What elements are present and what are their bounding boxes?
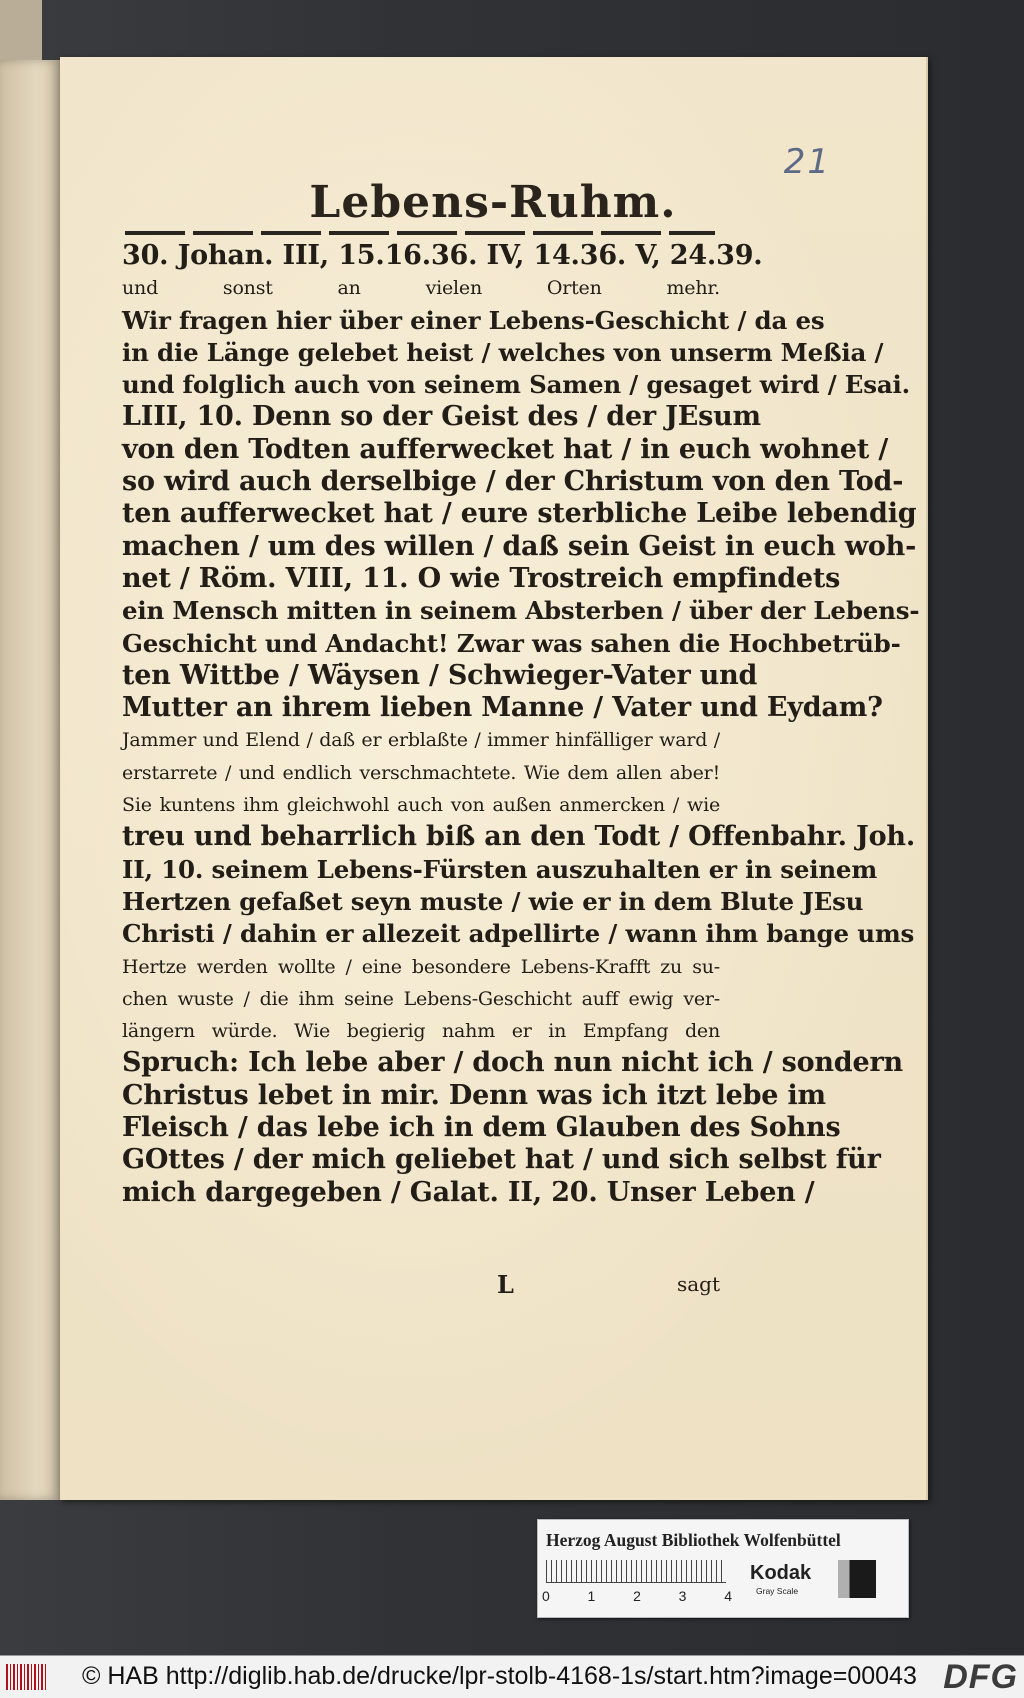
institution-name: Herzog August Bibliothek Wolfenbüttel	[546, 1530, 841, 1550]
text-line: längern würde. Wie begierig nahm er in Empfang den	[122, 1020, 720, 1043]
measurement-ruler	[546, 1560, 726, 1583]
text-line: ten aufferwecket hat / eure sterbliche Leibe lebendig	[122, 498, 917, 530]
text-line: GOttes / der mich geliebet hat / und sich selbst für	[122, 1144, 881, 1176]
ruler-number: 2	[633, 1588, 641, 1604]
text-line: ein Mensch mitten in seinem Absterben / über der Lebens-	[122, 596, 920, 626]
text-line: net / Röm. VIII, 11. O wie Trostreich empfindets	[122, 562, 841, 594]
barcode-icon	[6, 1664, 46, 1690]
text-line: von den Todten aufferwecket hat / in euch wohnet /	[122, 433, 888, 465]
text-line: II, 10. seinem Lebens-Fürsten auszuhalten er in seinem	[122, 854, 878, 884]
ruler-number: 0	[542, 1588, 550, 1604]
text-line: Geschicht und Andacht! Zwar was sahen die Hochbetrüb-	[122, 628, 901, 658]
text-line: Fleisch / das lebe ich in dem Glauben des Sohns	[122, 1112, 841, 1144]
text-line: chen wuste / die ihm seine Lebens-Geschicht auff ewig ver-	[122, 987, 720, 1010]
text-line: machen / um des willen / daß sein Geist in euch woh-	[122, 530, 917, 562]
header-rule	[125, 231, 715, 235]
ruler-numbers	[542, 1588, 732, 1604]
text-line: erstarrete / und endlich verschmachtete. Wie dem allen aber!	[122, 761, 720, 784]
ruler-number: 1	[587, 1588, 596, 1604]
running-head: Lebens-Ruhm.	[309, 177, 677, 228]
text-line: 30. Johan. III, 15.16.36. IV, 14.36. V, 24.39.	[122, 240, 763, 271]
text-line: Mutter an ihrem lieben Manne / Vater und Eydam?	[122, 692, 883, 724]
text-line: Wir fragen hier über einer Lebens-Geschicht / da es	[122, 305, 825, 335]
signature-mark: L	[497, 1270, 514, 1299]
book-page	[60, 57, 928, 1500]
text-line: Sie kuntens ihm gleichwohl auch von außen anmercken / wie	[122, 794, 720, 817]
text-line: treu und beharrlich biß an den Todt / Offenbahr. Joh.	[122, 821, 916, 853]
text-line: mich dargegeben / Galat. II, 20. Unser Leben /	[122, 1176, 815, 1208]
text-line: und sonst an vielen Orten mehr.	[122, 277, 720, 300]
body-text	[122, 240, 920, 1209]
footer-bar	[0, 1655, 1024, 1698]
text-line: Hertzen gefaßet seyn muste / wie er in dem Blute JEsu	[122, 886, 864, 916]
catchword: sagt	[676, 1272, 720, 1296]
gray-scale-label: Gray Scale	[756, 1586, 799, 1596]
text-line: Hertze werden wollte / eine besondere Lebens-Krafft zu su-	[122, 955, 720, 978]
text-line: Christi / dahin er allezeit adpellirte / wann ihm bange ums	[122, 919, 915, 949]
adjacent-page-edge	[0, 60, 60, 1500]
footer-link[interactable]: © HAB http://diglib.hab.de/drucke/lpr-stolb-4168-1s/start.htm?image=00043	[82, 1662, 917, 1690]
text-line: Spruch: Ich lebe aber / doch nun nicht ich / sondern	[122, 1047, 903, 1079]
folio-number: 21	[783, 142, 831, 182]
adjacent-page-corner	[0, 0, 42, 62]
text-line: so wird auch derselbige / der Christum von den Tod-	[122, 466, 904, 498]
text-line: ten Wittbe / Wäysen / Schwieger-Vater und	[122, 659, 758, 691]
kodak-label: Kodak	[750, 1562, 812, 1584]
color-reference-card	[537, 1519, 909, 1618]
text-line: und folglich auch von seinem Samen / gesaget wird / Esai.	[122, 370, 910, 400]
gray-swatch	[838, 1560, 876, 1598]
text-line: LIII, 10. Denn so der Geist des / der JEsum	[122, 401, 761, 433]
text-line: Christus lebet in mir. Denn was ich itzt lebe im	[122, 1079, 826, 1111]
ruler-number: 3	[678, 1588, 687, 1604]
ruler-number: 4	[724, 1588, 732, 1604]
text-line: Jammer und Elend / daß er erblaßte / immer hinfälliger ward /	[122, 729, 720, 752]
page-foot	[122, 1270, 720, 1304]
text-line: in die Länge gelebet heist / welches von unserm Meßia /	[122, 337, 884, 367]
dfg-logo: DFG	[943, 1658, 1018, 1696]
